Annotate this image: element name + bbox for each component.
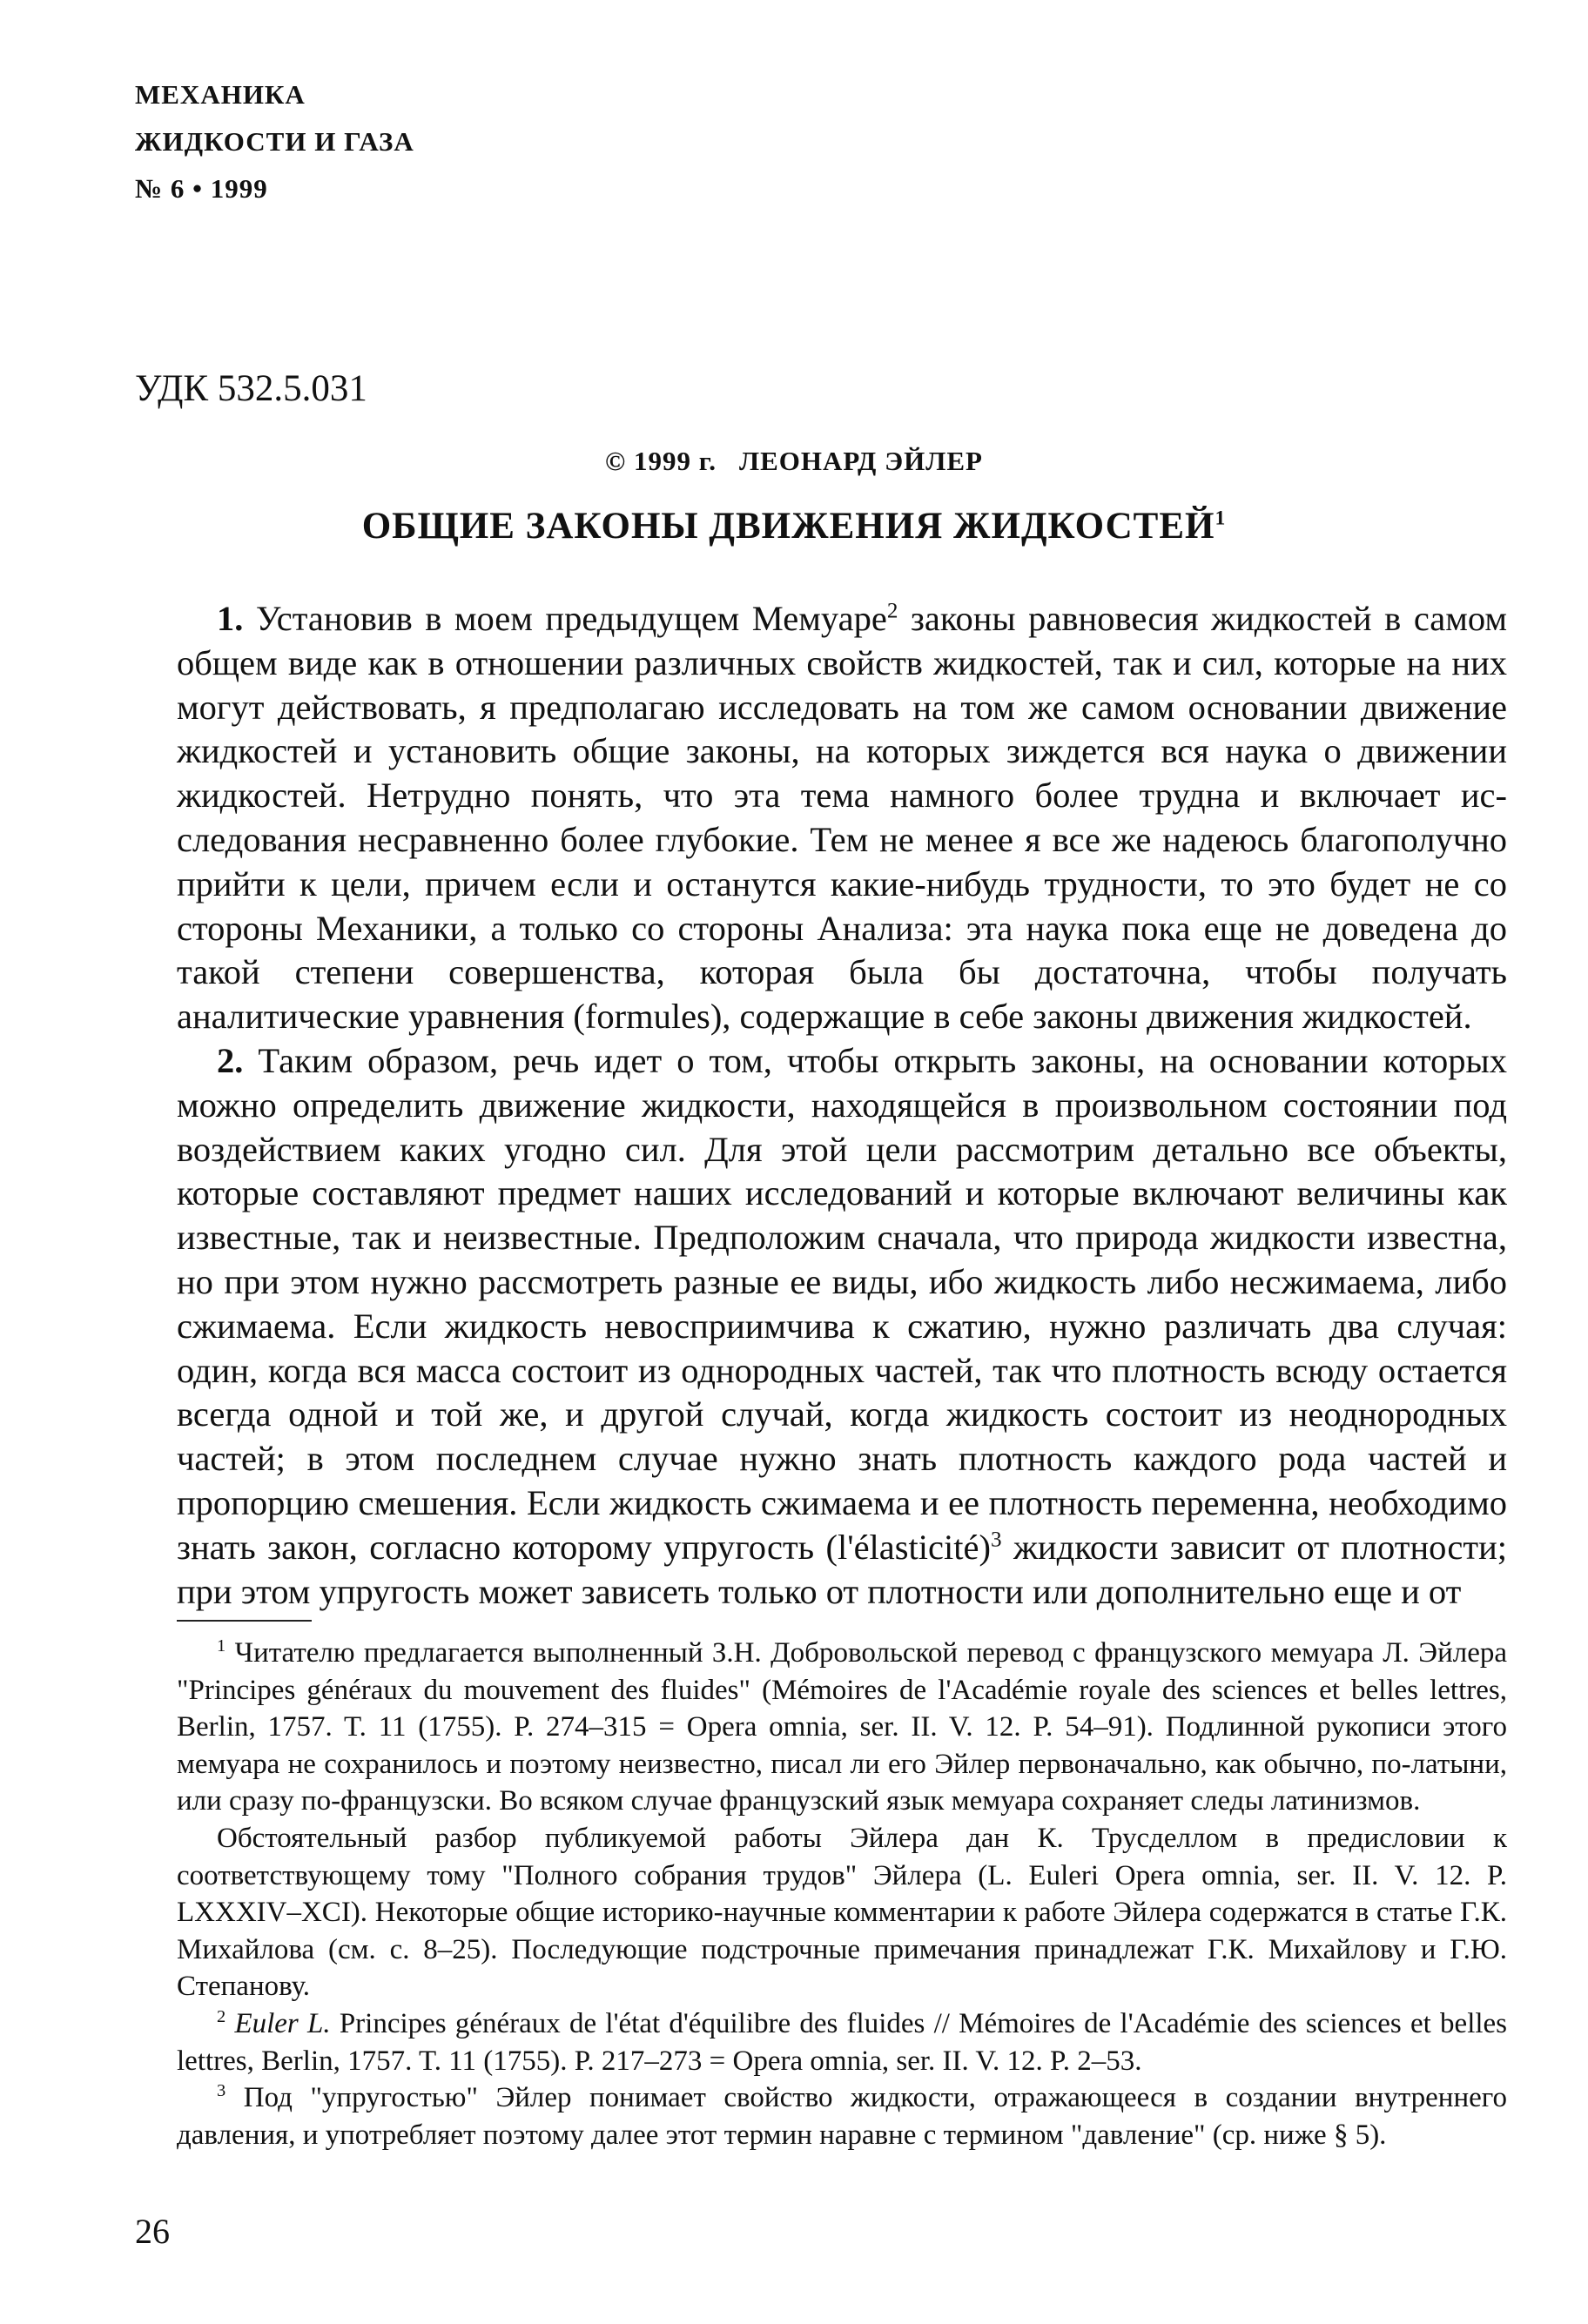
article-title [0,505,1588,547]
paragraph-number: 2. [217,1040,244,1080]
copyright-year: © 1999 г. [605,446,717,476]
author-name: ЛЕОНАРД ЭЙЛЕР [739,446,983,476]
footnote-ref-1: 1 [1215,507,1227,530]
footnote-2 [177,2005,1507,2079]
paragraph-number: 1. [217,599,244,638]
journal-header [135,71,414,212]
footnote-mark: 3 [217,2081,226,2101]
footnote-1 [177,1635,1507,1820]
byline [0,446,1588,477]
paragraph-text: жидкости зависит от плотности; при этом упругость может зависеть только от плотности или дополнительно еще и от [177,1527,1508,1611]
footnote-author: Euler L. [234,2007,331,2039]
footnote-text: Под "упругостью" Эйлер понимает свойство жидкости, отражающееся в создании внутреннего давления, и употребляет поэтому далее этот термин наравне с термином "давление" (ср. ниже § 5). [177,2082,1507,2151]
paragraph-2 [177,1039,1507,1614]
journal-name-line-1: МЕХАНИКА [135,79,306,110]
paragraph-1 [177,597,1507,1039]
article-title-text: ОБЩИЕ ЗАКОНЫ ДВИЖЕНИЯ ЖИДКОСТЕЙ [361,506,1215,547]
page-number: 26 [135,2212,170,2251]
paragraph-text: Таким образом, речь идет о том, чтобы открыть законы, на основании которых можно определить движение жидкости, находящейся в произвольном состоянии под воздействием каких угодно сил. Для этой цели рассмотрим детально все объекты, которые составляют предмет наших исследований и которые включают величины как известные, так и неизвестные. Предположим сначала, что природа жидкости известна, но при этом нужно рассмотреть разные ее виды, ибо жидкость либо несжимаема, либо сжимаема. Если жидкость невосприимчива к сжатию, нужно различать два случая: один, когда вся масса состоит из однородных частей, так что плотность всюду остается всегда одной и той же, и другой случай, когда жидкость состоит из неоднородных частей; в этом последнем случае нужно знать плотность каждого рода частей и пропорцию смешения. Если жидкость сжимаема и ее плотность переменна, необходимо знать закон, согласно которому упругость (l'élasticité) [177,1040,1507,1567]
footnote-divider [177,1620,312,1622]
footnote-1-continuation: Обстоятельный разбор публикуемой работы Эйлера дан К. Трусделлом в предисловии к соответствующему тому "Полного собрания трудов" Эйлера (L. Euleri Opera omnia, ser. II. V. 12. P. LXXXIV–XCI). Некоторые общие историко-научные комментарии к работе Эйлера содержатся в статье Г.К. Михайлова (см. с. 8–25). Последующие подстрочные примечания принадлежат Г.К. Михайлову и Г.Ю. Степанову. [177,1822,1507,2003]
article-body [177,597,1507,1614]
footnote-text: Principes généraux de l'état d'équilibre des fluides // Mémoires de l'Académie des sciences et belles lettres, Berlin, 1757. T. 11 (1755). P. 217–273 = Opera omnia, ser. II. V. 12. P. 2–53. [177,2007,1508,2077]
footnote-text: Читателю предлагается выполненный З.Н. Добровольской перевод с французского мемуара Л. Эйлера "Principes généraux du mouvement des fluides" (Mémoires de l'Académie royale des sciences et belles lettres, Berlin, 1757. T. 11 (1755). P. 274–315 = Opera omnia, ser. II. V. 12. P. 54–91). Подлинной рукописи этого мемуара не сохранилось и поэтому неизвестно, писал ли его Эйлер первоначально, как обычно, по-латыни, или сразу по-французски. Во всяком случае французский язык мемуара сохраняет следы латинизмов. [177,1637,1507,1817]
footnote-ref-2: 2 [886,599,898,623]
paragraph-text: Установив в моем предыдущем Мемуаре [243,599,887,638]
paragraph-text: законы равновесия жидкостей в самом общем виде как в отношении различных свойств жидкостей, так и сил, которые на них могут действовать, я предполагаю исследовать на том же самом основании движение жидкостей и установить общие законы, на которых зиждется вся наука о движении жидкостей. Нетрудно понять, что эта тема намного более трудна и включает исследования несравненно более глубокие. Тем не менее я все же надеюсь благополучно прийти к цели, причем если и останутся какие-нибудь трудности, то это будет не со стороны Механики, а только со стороны Анализа: эта наука пока еще не доведена до такой степени совершенства, которая была бы достаточна, чтобы получать аналитические уравнения (formules), содержащие в себе законы движения жидкостей. [177,599,1507,1037]
udk-code: УДК 532.5.031 [135,368,367,409]
footnote-mark: 1 [217,1636,226,1656]
footnote-3 [177,2079,1507,2153]
footnotes [177,1635,1507,2153]
footnote-ref-3: 3 [990,1528,1002,1552]
journal-name-line-2: ЖИДКОСТИ И ГАЗА [135,126,414,157]
journal-issue: № 6 • 1999 [135,173,268,204]
footnote-mark: 2 [217,2006,226,2026]
